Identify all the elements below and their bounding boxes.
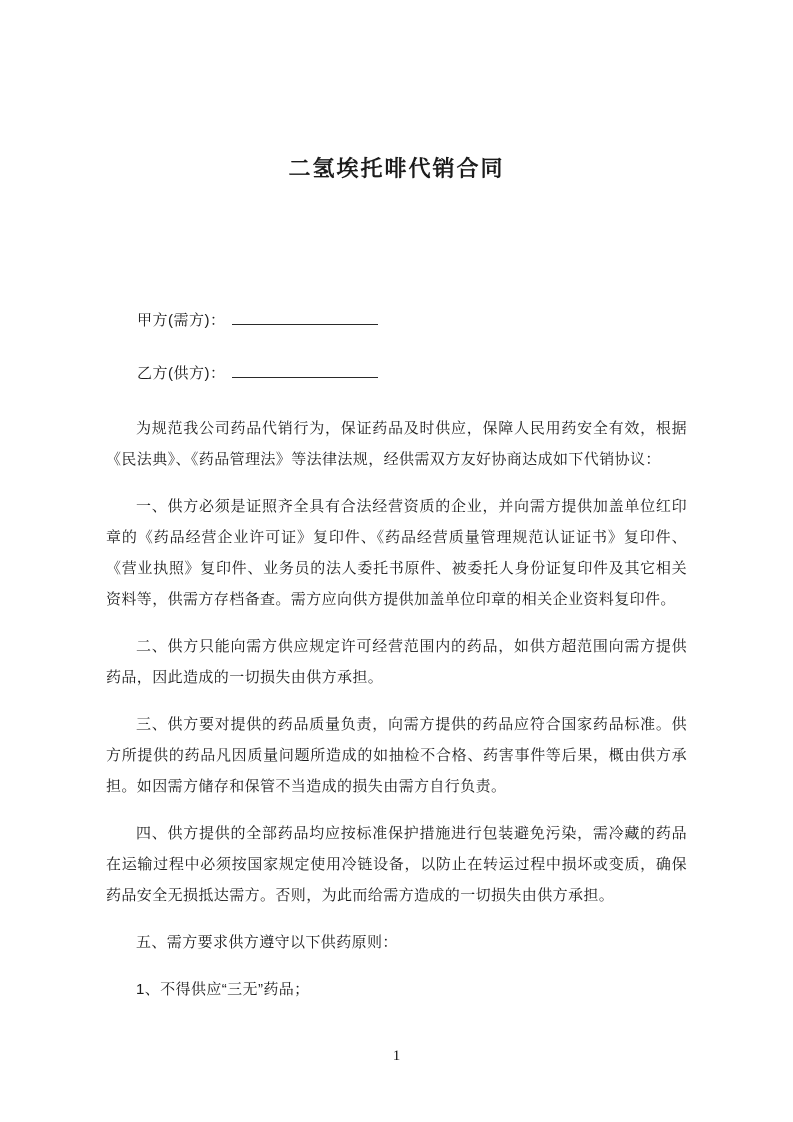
party-block [106,309,687,382]
clause-1-paragraph: 一、供方必须是证照齐全具有合法经营资质的企业，并向需方提供加盖单位红印章的《药品经营企业许可证》复印件、《药品经营质量管理规范认证证书》复印件、《营业执照》复印件、业务员的法人委托书原件、被委托人身份证复印件及其它相关资料等，供需方存档备查。需方应向供方提供加盖单位印章的相关企业资料复印件。 [106,497,687,608]
party-b-row [137,362,687,382]
page-footer [0,1048,793,1065]
party-b-fill-line [232,362,378,378]
principle-item-1: 1、不得供应“三无”药品； [136,980,310,998]
page-number: 1 [392,1048,401,1064]
preamble-paragraph: 为规范我公司药品代销行为，保证药品及时供应，保障人民用药安全有效，根据《民法典》、《药品管理法》等法律法规，经供需双方友好协商达成如下代销协议： [106,419,687,468]
party-b-label: 乙方(供方)： [137,364,226,382]
party-a-fill-line [232,309,378,325]
clause-3-paragraph: 三、供方要对提供的药品质量负责，向需方提供的药品应符合国家药品标准。供方所提供的药品凡因质量问题所造成的如抽检不合格、药害事件等后果，概由供方承担。如因需方储存和保管不当造成的损失由需方自行负责。 [106,715,687,795]
party-a-label: 甲方(需方)： [137,311,226,329]
contract-body [106,413,687,1005]
party-a-row [137,309,687,329]
clause-5-paragraph: 五、需方要求供方遵守以下供药原则： [136,933,398,951]
document-title: 二氢埃托啡代销合同 [288,155,505,181]
clause-4-paragraph: 四、供方提供的全部药品均应按标准保护措施进行包装避免污染，需冷藏的药品在运输过程中必须按国家规定使用冷链设备，以防止在转运过程中损坏或变质，确保药品安全无损抵达需方。否则，为此而给需方造成的一切损失由供方承担。 [106,824,687,904]
clause-2-paragraph: 二、供方只能向需方供应规定许可经营范围内的药品，如供方超范围向需方提供药品，因此造成的一切损失由供方承担。 [106,637,687,686]
